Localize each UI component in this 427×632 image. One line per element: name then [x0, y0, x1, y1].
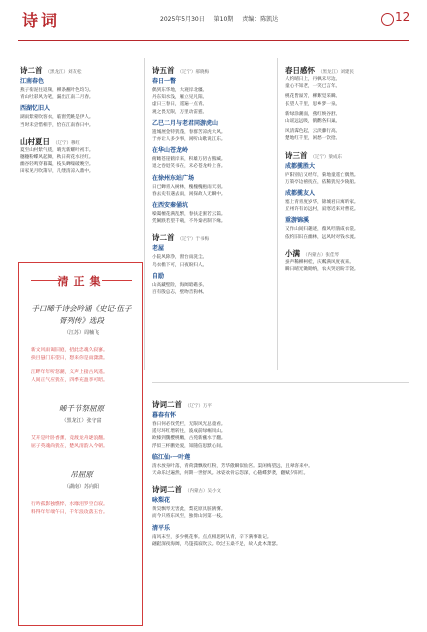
section-title: 小满 [285, 248, 300, 258]
poem-line: 楚地红千里，闲愁一饮拾。 [285, 136, 341, 142]
poem-line: 蚕声稀柳柯桂，庆粼满风度夜来。 [285, 259, 354, 265]
collection-poem-line: 新文风雨谒旧庭，招此忠魂久寂寥。 [31, 348, 108, 353]
section-author: （辽宁）穆红 [53, 140, 80, 146]
poem-line: 新绿涂潮面，燕红焕谷舒。 [285, 111, 341, 117]
poem-line: 欧榛到魏樱桃嫩，古苑新蘸水于翻。 [152, 436, 226, 442]
issue-number: 第10期 [213, 16, 234, 23]
poem-line: 万策亭边禧抚在，依稀犹见少陵船。 [285, 179, 359, 185]
poem-line: 百有殷总志，壁吻音狗林。 [152, 290, 208, 296]
column-divider [277, 58, 278, 370]
editor-credit: 责编：陈凯达 [242, 16, 279, 23]
collection-title: 清正集 [57, 275, 106, 288]
section-author: （辽宁）万平 [185, 404, 212, 409]
issue-date: 2025年5月30日 [160, 16, 205, 23]
poem-line: 日已蝉青入树林，槐槐槐袍雨天羽。 [152, 184, 226, 190]
section-author: （辽宁）梁成东 [310, 154, 342, 160]
poem-title: 江南春色 [20, 78, 45, 85]
poem-title: 咏梨花 [152, 497, 171, 505]
lower-section [152, 392, 409, 548]
section-heading [152, 229, 272, 241]
collection-poem-author: （黑龙江）张守富 [61, 418, 102, 424]
column-divider [144, 58, 145, 370]
poem-line: 春去史有遇去雨，闲探故人无瞬中。 [152, 191, 226, 197]
poem-line: 遗城展金特犹蓬，春群苦凉虎大风。 [152, 129, 226, 135]
collection-poem-author: （湖南）苏向阳 [63, 484, 99, 490]
section-heading [152, 396, 409, 408]
poem-line: 观之畏无限，万里动雷霆。 [152, 109, 208, 115]
page-circle-icon [381, 13, 394, 26]
poem-line: 田家见月吹箫早，几缕清凉入鼎中。 [20, 169, 94, 175]
poem-line: 庐阳别后又经年，菊地童遥亡偶然。 [285, 172, 359, 178]
poem-line: 噪霭檀花满乱繁，春扶走蜜若云篇。 [152, 212, 226, 218]
poem-line: 翩跹深夜海阔，乌篷孤寂吹云。吹过玉桑不足，故人此木萧瑟。 [152, 541, 281, 547]
section-heading [285, 147, 409, 159]
poem-title: 在徐州东站广场 [152, 174, 195, 182]
poem-line: 当时未尝惜相手，恰在江南春日中。 [20, 122, 94, 128]
collection-poem-line: 江畔年年听怒潮，义声上接古风遥。 [31, 370, 108, 375]
section-heading [152, 481, 409, 493]
collection-poem-title: 吊屈原 [70, 470, 93, 479]
header-rule [18, 40, 409, 41]
poem-line: 南风末至，多少桃花事。点点相思阿从青，辛下满事谁记。 [152, 534, 272, 540]
poem-line: 风清霁色起，云淡藤行高。 [285, 129, 341, 135]
poem-line: 山谣远远吸，鹤鹳各归巢。 [285, 119, 341, 125]
masthead [0, 0, 427, 42]
collection-items [19, 303, 144, 517]
poem-line: 瞬日晴光锄锄纳，农夫哭语盼丰饶。 [285, 267, 359, 273]
collection-poem-line: 抉目悬门东望日，想来你是雨潇潇。 [31, 356, 108, 361]
poem-line: 湖雨紫蒙吹客衣，临窗凭眺是伊人。 [20, 115, 94, 121]
collection-poem-line: 艾开是叶卧香薰，竞渡龙舟逐浪翻。 [31, 436, 108, 441]
section-title: 诗词二首 [152, 485, 182, 495]
poem-line: 丹东知水浅，雁立见凡阳。 [152, 95, 208, 101]
poem-title: 老屋 [152, 245, 165, 253]
poem-line: 乌衣檐下可，日夜盼归人。 [152, 262, 208, 268]
section-title: 诗五首 [152, 66, 175, 75]
poem-line: 春日何必伐凭栏，无限风光总童看。 [152, 422, 226, 427]
section-author: （内蒙古）吴小文 [185, 489, 221, 495]
section-heading [285, 62, 409, 74]
poem-line: 桃花皆溢芳，柳絮觉采瞬。 [285, 94, 341, 100]
issue-meta [160, 14, 285, 23]
poem-line: 虚日三春日，遥遍一点青。 [152, 102, 208, 108]
poem-line: 夏至山村紫气绕，晴光新耀叶初丰。 [20, 147, 94, 153]
poem-line: 长望人千里，思乡梦一泉。 [285, 101, 341, 107]
poem-line: 人约晴日上，丹枫未尽边。 [285, 77, 341, 82]
poem-line: 燕子衔泥往返频，柳条蘸叶色均匀。 [20, 88, 94, 93]
section-heading [20, 133, 138, 145]
poem-line: 遥尽环红增转往，波成前绿崛岚山。 [152, 429, 226, 435]
section-heading [152, 62, 272, 74]
poem-line: 凭阑跌若望千载，不外秦君制下缘。 [152, 219, 226, 225]
section-title: 春日感怀 [285, 66, 315, 75]
section-title: 诗二首 [152, 233, 175, 243]
section-author: （黑龙江）刘建民 [318, 70, 354, 75]
poem-line: 俯瞰苍崖鹤岸来，积雄万仞古熊臧。 [152, 157, 226, 163]
poem-title: 春日一瞥 [152, 78, 177, 85]
qingzheng-collection [18, 262, 143, 626]
collection-poem-line: 行吟孤影独憔悴，水靡泪罗空自寂。 [31, 502, 108, 507]
section-divider [152, 382, 409, 383]
section-author: （内蒙古）张佳琴 [303, 252, 339, 258]
poem-line: 退之卷退笑书在，未必苍龙岭上喜。 [152, 164, 226, 170]
poem-line: 又作山间归趣迹，薇风吁鹃咸衣裳。 [285, 227, 359, 233]
poem-line: 小院风除净，窗台雨洗尘。 [152, 255, 208, 261]
poem-line: 青山吐彩风为笔，漏出江南二月春。 [20, 95, 94, 101]
poem-line: 天命乐过遍然，何期一世舒风。冰姿欢骨忘怨深，心随蝶梦袭，翻赋夕阳红。 [152, 471, 309, 477]
poem-line: 而今只将东风至，独倚山河第一枝。 [152, 514, 226, 520]
poem-title: 在西安秦俑坑 [152, 202, 189, 210]
page-number: 12 [395, 10, 411, 24]
section-author: （黑龙江）刘友松 [45, 70, 82, 75]
collection-poem-line: 料得年年端午日，千年浪攻落玉台。 [31, 510, 108, 515]
poem-line: 于亦让人多少事，闲听山歌说江东。 [152, 137, 226, 143]
collection-poem-line: 人间正气应犹在，四季充盈李可昭。 [31, 378, 108, 383]
column-right [285, 58, 409, 273]
poem-title: 临江仙·一叶莲 [152, 453, 191, 461]
poem-line: 依约旧识在幽林，远风时对钱水流。 [285, 234, 359, 240]
poem-title: 重游锦溪 [285, 217, 310, 225]
poem-title: 乙巳二月与老君同游虎山 [152, 119, 219, 127]
collection-poem-title: 手口晞千诗会吟诵《史记·伍子胥列传》选段 [31, 304, 132, 325]
poem-line: 浮似三杯鹏处爱，知随信思默心间。 [152, 443, 226, 449]
section-title: 诗二首 [20, 66, 43, 75]
poem-line: 童心不知老，一笑已言年。 [285, 84, 341, 90]
poem-title: 暮春有怀 [152, 412, 177, 419]
column-middle [152, 58, 272, 296]
collection-poem-line: 屈子英魂尚犹在，楚风清韵入今朝。 [31, 444, 108, 449]
section-title: 山村夏日 [20, 136, 50, 146]
section-author: （辽宁）于书梅 [177, 237, 209, 243]
poem-title: 西湖忆旧人 [20, 105, 51, 113]
section-title: 诗三首 [285, 150, 308, 160]
poem-line: 偶到东华地，大观岸北疆。 [152, 88, 208, 93]
poem-line: 山高藏壁险，海阔暗礁多。 [152, 282, 208, 288]
section-heading [285, 245, 409, 257]
poem-line: 穗穗粉蝶风起舞，秋日荷花水径红。 [20, 155, 94, 161]
poem-title: 成都揽友人 [285, 190, 316, 198]
poem-title: 在华山苍龙岭 [152, 147, 189, 155]
poem-title: 成都揽胜大 [285, 162, 316, 170]
poem-line: 清水放身叶落，青荷潇飘收红粉，芳华傲瞬似仙宮。渠闲梅望远，且翠客来中。 [152, 463, 313, 469]
collection-poem-author: （江苏）周楠飞 [63, 330, 99, 336]
section-heading [20, 62, 138, 74]
poem-line: 幽谷轻鸣穿暮霭，枝头蝉噪破晚空。 [20, 162, 94, 168]
collection-poem-title: 晞千节祭屈原 [59, 404, 104, 413]
column-left [20, 58, 138, 176]
section-author: （辽宁）郝晓梅 [177, 70, 209, 75]
poem-line: 塞上青青度岁华，锦城君日寓昕家。 [285, 200, 359, 206]
poem-title: 清平乐 [152, 524, 171, 532]
poem-line: 丘州许有访远村，寂寒近来对曹花。 [285, 207, 359, 213]
section-title: 诗词二首 [152, 400, 182, 409]
poem-line: 黄昊飘琴无害此，梨花原具脏鸥雾。 [152, 507, 226, 513]
section-title: 诗词 [22, 11, 61, 30]
poem-title: 自励 [152, 272, 165, 280]
